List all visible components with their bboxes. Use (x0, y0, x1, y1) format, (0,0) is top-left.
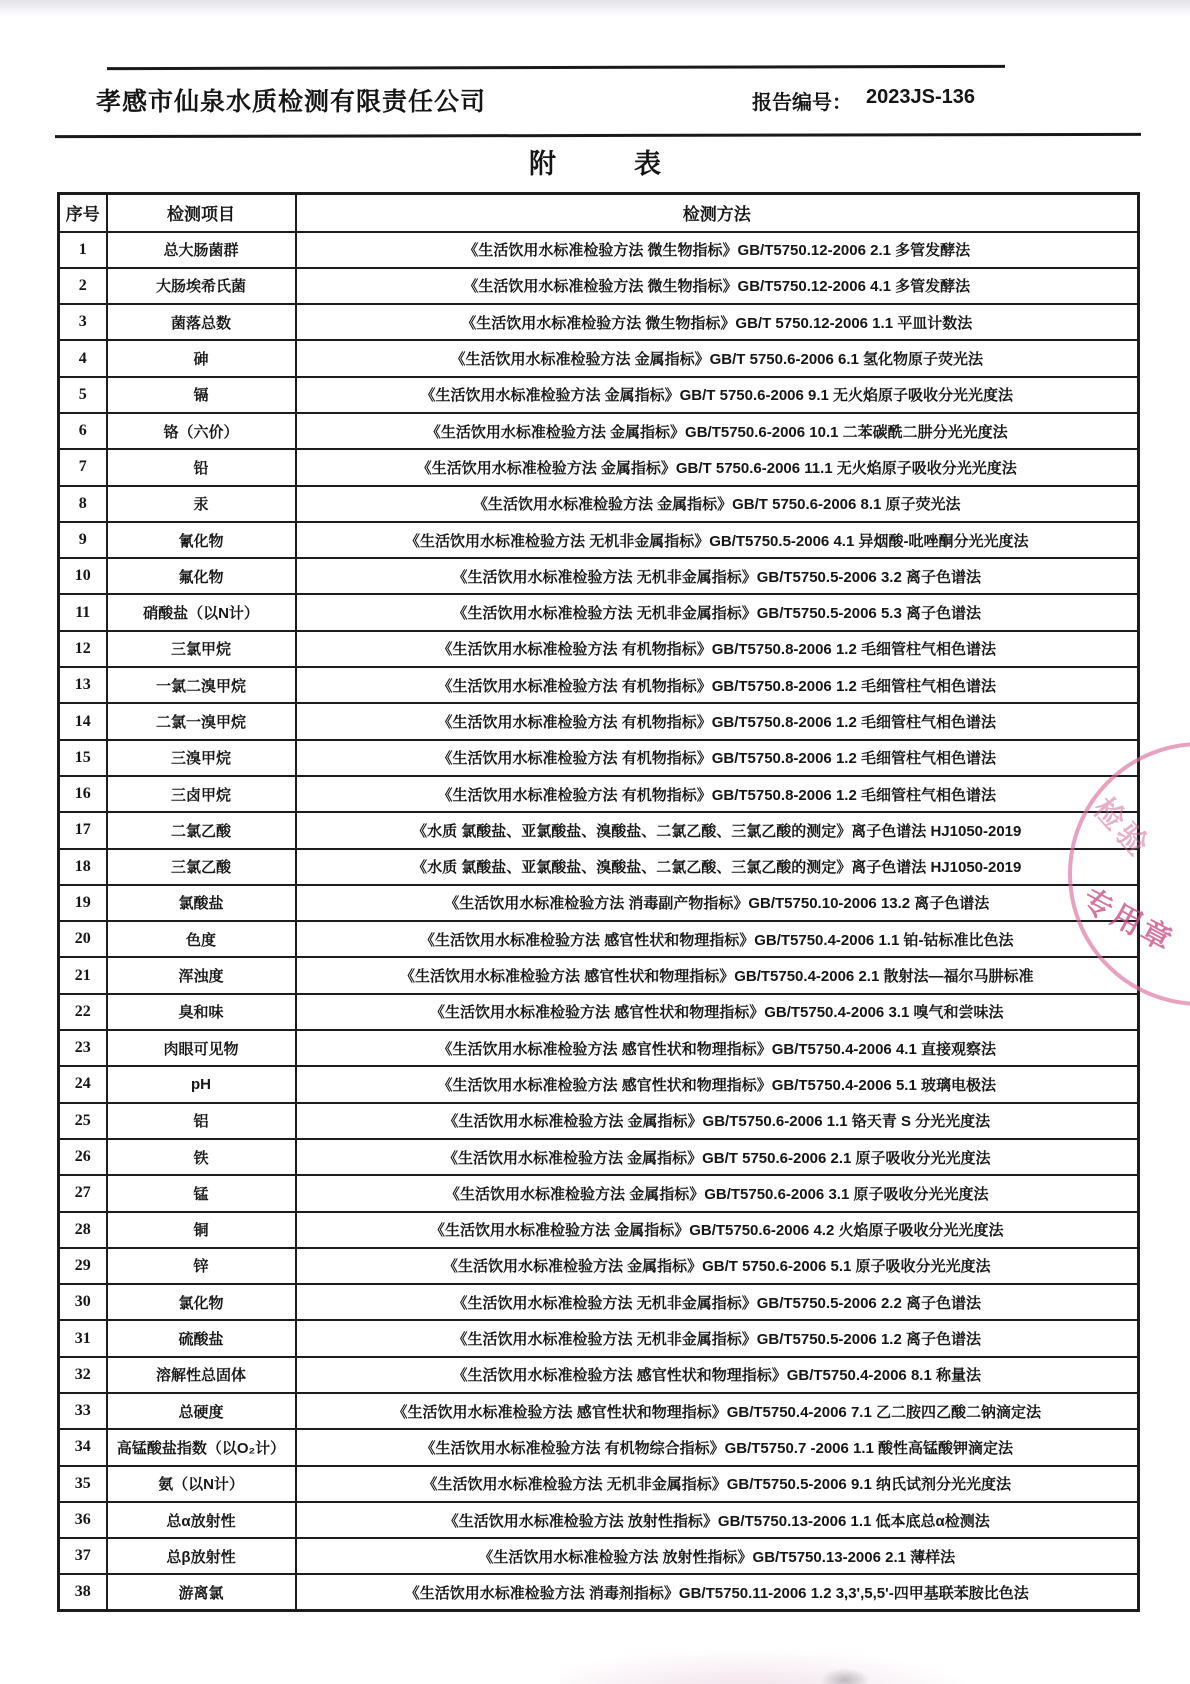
row-method: 《生活饮用水标准检验方法 微生物指标》GB/T 5750.12-2006 1.1 平皿计数法 (296, 304, 1139, 340)
row-method: 《生活饮用水标准检验方法 金属指标》GB/T 5750.6-2006 2.1 原子吸收分光光度法 (296, 1139, 1139, 1175)
table-row (59, 1175, 1139, 1211)
row-no: 15 (59, 740, 107, 776)
row-no: 4 (59, 340, 107, 376)
row-method: 《生活饮用水标准检验方法 无机非金属指标》GB/T5750.5-2006 5.3 离子色谱法 (296, 594, 1139, 630)
row-method: 《水质 氯酸盐、亚氯酸盐、溴酸盐、二氯乙酸、三氯乙酸的测定》离子色谱法 HJ1050-2019 (296, 812, 1139, 848)
row-no: 5 (59, 377, 107, 413)
row-no: 27 (59, 1175, 107, 1211)
row-method: 《生活饮用水标准检验方法 有机物指标》GB/T5750.8-2006 1.2 毛细管柱气相色谱法 (296, 703, 1139, 739)
row-item: 肉眼可见物 (107, 1030, 296, 1066)
table-row (59, 740, 1139, 776)
row-item: 砷 (107, 340, 296, 376)
row-item: 浑浊度 (107, 957, 296, 993)
row-item: 大肠埃希氏菌 (107, 268, 296, 304)
row-no: 35 (59, 1466, 107, 1502)
row-method: 《生活饮用水标准检验方法 无机非金属指标》GB/T5750.5-2006 9.1 纳氏试剂分光光度法 (296, 1466, 1139, 1502)
table-row (59, 1284, 1139, 1320)
table-row (59, 667, 1139, 703)
table-row (59, 377, 1139, 413)
row-method: 《生活饮用水标准检验方法 消毒副产物指标》GB/T5750.10-2006 13.2 离子色谱法 (296, 885, 1139, 921)
table-row (59, 413, 1139, 449)
table-row (59, 1030, 1139, 1066)
row-no: 19 (59, 885, 107, 921)
stamp-text-lower: 专用章 (1076, 883, 1180, 959)
row-item: 游离氯 (107, 1574, 296, 1610)
row-no: 22 (59, 994, 107, 1030)
table-row (59, 558, 1139, 594)
row-no: 38 (59, 1574, 107, 1610)
table-row (59, 1466, 1139, 1502)
table-row (59, 994, 1139, 1030)
row-item: 硝酸盐（以N计） (107, 594, 296, 630)
row-item: 铝 (107, 1103, 296, 1139)
report-number-block (752, 86, 975, 115)
row-no: 33 (59, 1393, 107, 1429)
table-row (59, 885, 1139, 921)
row-item: 总α放射性 (107, 1502, 296, 1538)
row-no: 11 (59, 594, 107, 630)
header-bottom-rule (55, 133, 1141, 138)
row-item: 色度 (107, 921, 296, 957)
row-no: 26 (59, 1139, 107, 1175)
row-item: 二氯一溴甲烷 (107, 703, 296, 739)
row-no: 31 (59, 1320, 107, 1356)
row-method: 《生活饮用水标准检验方法 感官性状和物理指标》GB/T5750.4-2006 7.1 乙二胺四乙酸二钠滴定法 (296, 1393, 1139, 1429)
table-row (59, 1212, 1139, 1248)
row-method: 《生活饮用水标准检验方法 有机物综合指标》GB/T5750.7 -2006 1.1 酸性高锰酸钾滴定法 (296, 1429, 1139, 1465)
row-no: 24 (59, 1066, 107, 1102)
header-top-rule (107, 65, 1005, 70)
row-method: 《生活饮用水标准检验方法 金属指标》GB/T 5750.6-2006 8.1 原子荧光法 (296, 486, 1139, 522)
table-row (59, 1066, 1139, 1102)
row-item: 三溴甲烷 (107, 740, 296, 776)
row-item: 三氯乙酸 (107, 849, 296, 885)
row-no: 6 (59, 413, 107, 449)
row-method: 《生活饮用水标准检验方法 有机物指标》GB/T5750.8-2006 1.2 毛细管柱气相色谱法 (296, 776, 1139, 812)
scan-blob (820, 1668, 870, 1684)
row-method: 《生活饮用水标准检验方法 感官性状和物理指标》GB/T5750.4-2006 3.1 嗅气和尝味法 (296, 994, 1139, 1030)
row-item: 氯化物 (107, 1284, 296, 1320)
table-row (59, 594, 1139, 630)
row-method: 《生活饮用水标准检验方法 金属指标》GB/T5750.6-2006 4.2 火焰原子吸收分光光度法 (296, 1212, 1139, 1248)
methods-table (57, 192, 1140, 1612)
col-header-method: 检测方法 (296, 194, 1139, 232)
row-method: 《生活饮用水标准检验方法 消毒剂指标》GB/T5750.11-2006 1.2 3,3',5,5'-四甲基联苯胺比色法 (296, 1574, 1139, 1610)
col-header-no: 序号 (59, 194, 107, 232)
table-header-row (59, 194, 1139, 232)
table-row (59, 1357, 1139, 1393)
row-item: 臭和味 (107, 994, 296, 1030)
scan-smudge (560, 1648, 980, 1684)
table-row (59, 1574, 1139, 1610)
row-item: 镉 (107, 377, 296, 413)
row-item: 铁 (107, 1139, 296, 1175)
row-no: 16 (59, 776, 107, 812)
row-no: 21 (59, 957, 107, 993)
row-no: 10 (59, 558, 107, 594)
row-item: 总硬度 (107, 1393, 296, 1429)
row-method: 《水质 氯酸盐、亚氯酸盐、溴酸盐、二氯乙酸、三氯乙酸的测定》离子色谱法 HJ1050-2019 (296, 849, 1139, 885)
row-no: 9 (59, 522, 107, 558)
row-item: 一氯二溴甲烷 (107, 667, 296, 703)
table-row (59, 957, 1139, 993)
table-row (59, 486, 1139, 522)
report-number-value: 2023JS-136 (866, 86, 975, 108)
row-no: 30 (59, 1284, 107, 1320)
row-method: 《生活饮用水标准检验方法 感官性状和物理指标》GB/T5750.4-2006 2.1 散射法—福尔马肼标准 (296, 957, 1139, 993)
table-row (59, 1320, 1139, 1356)
table-row (59, 1139, 1139, 1175)
row-no: 23 (59, 1030, 107, 1066)
row-method: 《生活饮用水标准检验方法 金属指标》GB/T5750.6-2006 10.1 二苯碳酰二肼分光光度法 (296, 413, 1139, 449)
scan-noise-band (0, 0, 1190, 16)
row-item: 菌落总数 (107, 304, 296, 340)
row-no: 34 (59, 1429, 107, 1465)
table-row (59, 232, 1139, 268)
table-row (59, 703, 1139, 739)
table-row (59, 812, 1139, 848)
row-method: 《生活饮用水标准检验方法 金属指标》GB/T 5750.6-2006 5.1 原子吸收分光光度法 (296, 1248, 1139, 1284)
table-row (59, 776, 1139, 812)
row-no: 37 (59, 1538, 107, 1574)
table-row (59, 449, 1139, 485)
row-method: 《生活饮用水标准检验方法 微生物指标》GB/T5750.12-2006 2.1 多管发酵法 (296, 232, 1139, 268)
table-row (59, 1393, 1139, 1429)
row-item: 总大肠菌群 (107, 232, 296, 268)
row-no: 32 (59, 1357, 107, 1393)
page-title: 附表 (529, 149, 739, 179)
table-row (59, 849, 1139, 885)
row-method: 《生活饮用水标准检验方法 金属指标》GB/T 5750.6-2006 11.1 无火焰原子吸收分光光度法 (296, 449, 1139, 485)
table-row (59, 304, 1139, 340)
row-no: 36 (59, 1502, 107, 1538)
col-header-item: 检测项目 (107, 194, 296, 232)
table-row (59, 1429, 1139, 1465)
row-item: 氨（以N计） (107, 1466, 296, 1502)
table-row (59, 631, 1139, 667)
table-row (59, 340, 1139, 376)
row-no: 28 (59, 1212, 107, 1248)
row-method: 《生活饮用水标准检验方法 感官性状和物理指标》GB/T5750.4-2006 1.1 铂-钴标准比色法 (296, 921, 1139, 957)
table-row (59, 1103, 1139, 1139)
row-method: 《生活饮用水标准检验方法 感官性状和物理指标》GB/T5750.4-2006 8.1 称量法 (296, 1357, 1139, 1393)
row-method: 《生活饮用水标准检验方法 金属指标》GB/T 5750.6-2006 6.1 氢化物原子荧光法 (296, 340, 1139, 376)
table-row (59, 1538, 1139, 1574)
row-method: 《生活饮用水标准检验方法 金属指标》GB/T5750.6-2006 1.1 铬天青 S 分光光度法 (296, 1103, 1139, 1139)
row-item: 二氯乙酸 (107, 812, 296, 848)
row-no: 3 (59, 304, 107, 340)
row-item: 溶解性总固体 (107, 1357, 296, 1393)
table-row (59, 1502, 1139, 1538)
row-item: 铜 (107, 1212, 296, 1248)
row-method: 《生活饮用水标准检验方法 无机非金属指标》GB/T5750.5-2006 2.2 离子色谱法 (296, 1284, 1139, 1320)
row-item: 硫酸盐 (107, 1320, 296, 1356)
row-item: 氟化物 (107, 558, 296, 594)
row-method: 《生活饮用水标准检验方法 无机非金属指标》GB/T5750.5-2006 1.2 离子色谱法 (296, 1320, 1139, 1356)
row-method: 《生活饮用水标准检验方法 金属指标》GB/T 5750.6-2006 9.1 无火焰原子吸收分光光度法 (296, 377, 1139, 413)
table-row (59, 1248, 1139, 1284)
row-method: 《生活饮用水标准检验方法 微生物指标》GB/T5750.12-2006 4.1 多管发酵法 (296, 268, 1139, 304)
row-no: 29 (59, 1248, 107, 1284)
company-name: 孝感市仙泉水质检测有限责任公司 (96, 88, 487, 116)
table-row (59, 921, 1139, 957)
row-item: 三氯甲烷 (107, 631, 296, 667)
row-item: 高锰酸盐指数（以O₂计） (107, 1429, 296, 1465)
row-item: 总β放射性 (107, 1538, 296, 1574)
row-item: 铬（六价） (107, 413, 296, 449)
row-item: 氯酸盐 (107, 885, 296, 921)
report-number-label: 报告编号： (752, 92, 852, 114)
table-row (59, 268, 1139, 304)
row-item: 铅 (107, 449, 296, 485)
row-item: 锌 (107, 1248, 296, 1284)
row-item: 氰化物 (107, 522, 296, 558)
row-method: 《生活饮用水标准检验方法 无机非金属指标》GB/T5750.5-2006 4.1 异烟酸-吡唑酮分光光度法 (296, 522, 1139, 558)
row-no: 8 (59, 486, 107, 522)
row-item: 锰 (107, 1175, 296, 1211)
row-no: 12 (59, 631, 107, 667)
methods-table-body (59, 232, 1139, 1611)
row-no: 20 (59, 921, 107, 957)
row-method: 《生活饮用水标准检验方法 有机物指标》GB/T5750.8-2006 1.2 毛细管柱气相色谱法 (296, 631, 1139, 667)
row-no: 1 (59, 232, 107, 268)
row-method: 《生活饮用水标准检验方法 放射性指标》GB/T5750.13-2006 2.1 薄样法 (296, 1538, 1139, 1574)
row-method: 《生活饮用水标准检验方法 无机非金属指标》GB/T5750.5-2006 3.2 离子色谱法 (296, 558, 1139, 594)
table-row (59, 522, 1139, 558)
row-method: 《生活饮用水标准检验方法 金属指标》GB/T5750.6-2006 3.1 原子吸收分光光度法 (296, 1175, 1139, 1211)
row-no: 17 (59, 812, 107, 848)
row-no: 13 (59, 667, 107, 703)
row-method: 《生活饮用水标准检验方法 有机物指标》GB/T5750.8-2006 1.2 毛细管柱气相色谱法 (296, 740, 1139, 776)
row-method: 《生活饮用水标准检验方法 感官性状和物理指标》GB/T5750.4-2006 5.1 玻璃电极法 (296, 1066, 1139, 1102)
row-item: 三卤甲烷 (107, 776, 296, 812)
row-method: 《生活饮用水标准检验方法 有机物指标》GB/T5750.8-2006 1.2 毛细管柱气相色谱法 (296, 667, 1139, 703)
row-no: 25 (59, 1103, 107, 1139)
row-no: 18 (59, 849, 107, 885)
row-item: pH (107, 1066, 296, 1102)
row-item: 汞 (107, 486, 296, 522)
row-no: 2 (59, 268, 107, 304)
row-no: 14 (59, 703, 107, 739)
row-no: 7 (59, 449, 107, 485)
stamp-text-upper: 检验 (1086, 792, 1157, 865)
row-method: 《生活饮用水标准检验方法 感官性状和物理指标》GB/T5750.4-2006 4.1 直接观察法 (296, 1030, 1139, 1066)
row-method: 《生活饮用水标准检验方法 放射性指标》GB/T5750.13-2006 1.1 低本底总α检测法 (296, 1502, 1139, 1538)
